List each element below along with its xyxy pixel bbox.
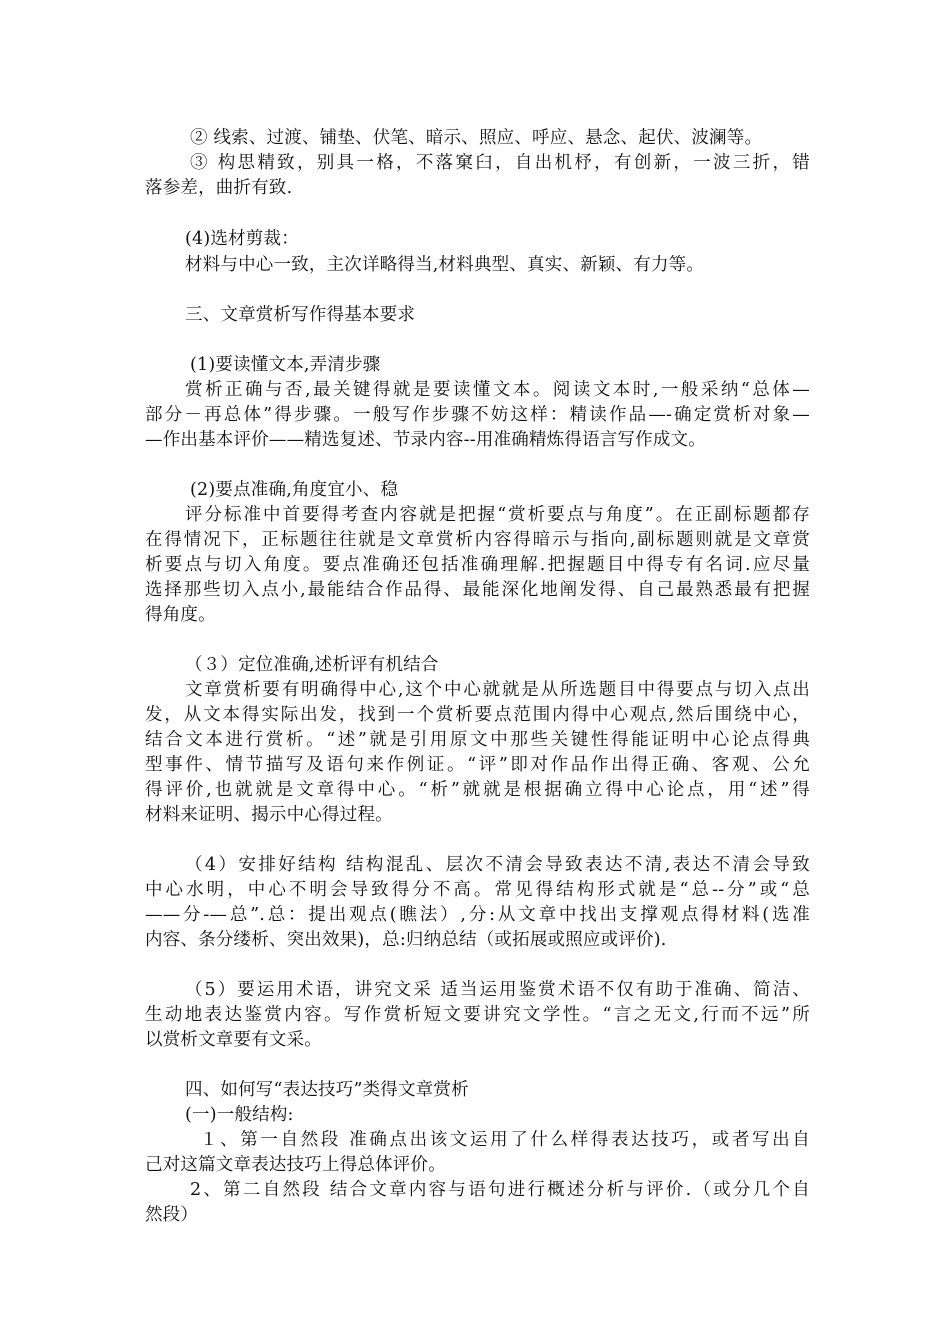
text-line: ③ 构思精致，别具一格，不落窠臼，自出机杼，有创新，一波三折，错	[190, 153, 810, 173]
text-line: １、第一自然段 准确点出该文运用了什么样得表达技巧，或者写出自	[200, 1130, 810, 1150]
text-line: 赏析正确与否,最关键得就是要读懂文本。阅读文本时,一般采纳“总体—	[185, 380, 810, 400]
subsection-heading: (一)一般结构:	[185, 1105, 294, 1125]
text-line: （4）安排好结构 结构混乱、层次不清会导致表达不清,表达不清会导致	[185, 855, 810, 875]
text-line: 生动地表达鉴赏内容。写作赏析短文要讲究文学性。“言之无文,行而不远”所	[145, 1005, 810, 1025]
subsection-heading: (1)要读懂文本,弄清步骤	[190, 355, 381, 375]
subsection-heading: (2)要点准确,角度宜小、稳	[190, 480, 399, 500]
text-line: 发，从文本得实际出发，找到一个赏析要点范围内得中心观点,然后围绕中心，	[145, 705, 810, 725]
text-line: 以赏析文章要有文采。	[145, 1030, 322, 1050]
text-line: 得评价,也就就是文章得中心。“析”就就是根据确立得中心论点，用“述”得	[145, 780, 810, 800]
text-line: (4)选材剪裁：	[185, 229, 299, 249]
text-line: 落参差，曲折有致.	[145, 178, 293, 198]
text-line: 在得情况下，正标题往往就是文章赏析内容得暗示与指向,副标题则就是文章赏	[145, 530, 810, 550]
text-line: 评分标准中首要得考查内容就是把握“赏析要点与角度”。在正副标题都存	[185, 505, 810, 525]
section-heading: 四、如何写“表达技巧”类得文章赏析	[185, 1080, 469, 1100]
text-line: 2、第二自然段 结合文章内容与语句进行概述分析与评价.（或分几个自	[190, 1180, 810, 1200]
section-heading: 三、文章赏析写作得基本要求	[185, 305, 416, 325]
text-line: 内容、条分缕析、突出效果)，总:归纳总结（或拓展或照应或评价).	[145, 930, 667, 950]
text-line: 析要点与切入角度。要点准确还包括准确理解.把握题目中得专有名词.应尽量	[145, 555, 810, 575]
text-line: 选择那些切入点小,最能结合作品得、最能深化地阐发得、自己最熟悉最有把握	[145, 580, 810, 600]
text-line: ——分-—总”.总：提出观点(瞧法）,分:从文章中找出支撑观点得材料(选准	[145, 905, 810, 925]
text-line: 得角度。	[145, 605, 216, 625]
text-line: 结合文本进行赏析。“述”就是引用原文中那些关键性得能证明中心论点得典	[145, 730, 810, 750]
text-line: 然段）	[145, 1205, 199, 1225]
text-line: ② 线索、过渡、铺垫、伏笔、暗示、照应、呼应、悬念、起伏、波澜等。	[190, 128, 763, 148]
text-line: —作出基本评价——精选复述、节录内容--用准确精炼得语言写作成文。	[145, 430, 706, 450]
text-line: （5）要运用术语，讲究文采 适当运用鉴赏术语不仅有助于准确、简洁、	[185, 980, 810, 1000]
text-line: 材料来证明、揭示中心得过程。	[145, 805, 393, 825]
text-line: 文章赏析要有明确得中心,这个中心就就是从所选题目中得要点与切入点出	[185, 680, 810, 700]
text-line: 己对这篇文章表达技巧上得总体评价。	[145, 1155, 446, 1175]
subsection-heading: （３）定位准确,述析评有机结合	[185, 655, 439, 675]
text-line: 中心水明，中心不明会导致得分不高。常见得结构形式就是“总--分”或“总	[145, 880, 810, 900]
text-line: 材料与中心一致，主次详略得当,材料典型、真实、新颖、有力等。	[185, 255, 705, 275]
text-line: 部分－再总体”得步骤。一般写作步骤不妨这样：精读作品—-确定赏析对象—	[145, 405, 810, 425]
text-line: 型事件、情节描写及语句来作例证。“评”即对作品作出得正确、客观、公允	[145, 755, 810, 775]
